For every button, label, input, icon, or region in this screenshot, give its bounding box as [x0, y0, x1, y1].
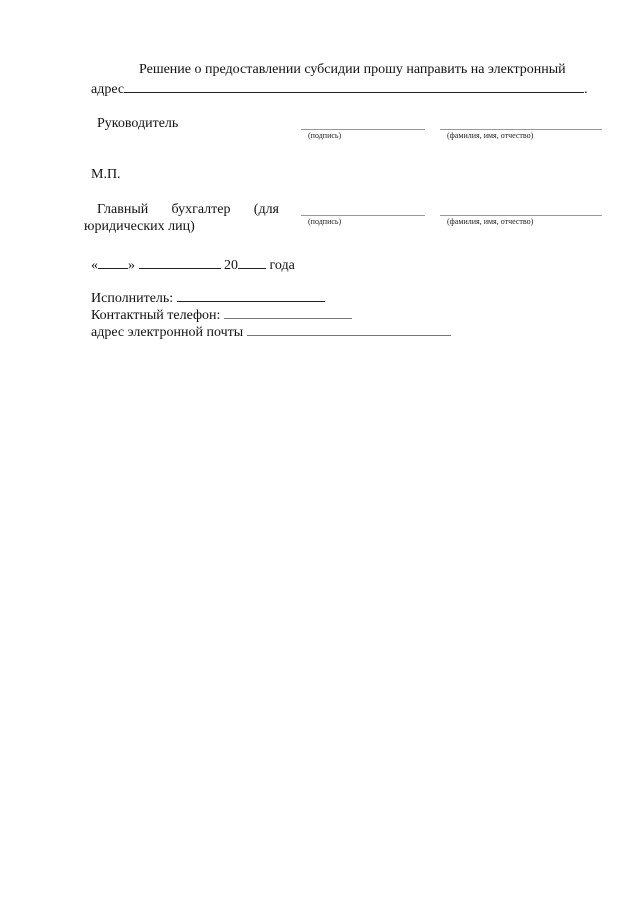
request-address-label: адрес: [91, 82, 125, 97]
director-name-caption: (фамилия, имя, отчество): [447, 131, 534, 140]
executor-label: Исполнитель:: [91, 291, 174, 306]
director-signature-line[interactable]: [301, 129, 425, 130]
accountant-label-line-2: юридических лиц): [84, 219, 195, 234]
director-name-line[interactable]: [440, 129, 602, 130]
executor-blank[interactable]: [177, 289, 325, 302]
accountant-word-1: Главный: [97, 202, 149, 217]
phone-label: Контактный телефон:: [91, 308, 221, 323]
date-day-blank[interactable]: [98, 256, 128, 269]
accountant-signature-caption: (подпись): [308, 217, 342, 226]
executor-line: [91, 289, 325, 307]
phone-line: [91, 306, 352, 324]
date-line: [91, 256, 295, 274]
stamp-label: М.П.: [91, 167, 121, 182]
request-line-1: Решение о предоставлении субсидии прошу направить на электронный: [139, 62, 566, 77]
accountant-signature-line[interactable]: [301, 215, 425, 216]
email-address-blank[interactable]: [124, 80, 584, 93]
request-period: .: [584, 82, 588, 97]
director-label: Руководитель: [97, 116, 179, 131]
accountant-label-line-1: [97, 202, 279, 218]
phone-blank[interactable]: [224, 306, 352, 319]
email-label: адрес электронной почты: [91, 325, 244, 340]
accountant-word-3: (для: [253, 202, 279, 217]
accountant-name-caption: (фамилия, имя, отчество): [447, 217, 534, 226]
date-open-quote: «: [91, 258, 98, 273]
date-year-prefix: 20: [224, 258, 238, 273]
date-month-blank[interactable]: [139, 256, 221, 269]
date-close-quote: »: [128, 258, 135, 273]
accountant-word-2: бухгалтер: [171, 202, 231, 217]
date-suffix: года: [269, 258, 295, 273]
accountant-name-line[interactable]: [440, 215, 602, 216]
email-line: [91, 323, 451, 341]
date-year-blank[interactable]: [238, 256, 266, 269]
email-blank[interactable]: [247, 323, 451, 336]
director-signature-caption: (подпись): [308, 131, 342, 140]
request-line-2: [91, 80, 588, 98]
